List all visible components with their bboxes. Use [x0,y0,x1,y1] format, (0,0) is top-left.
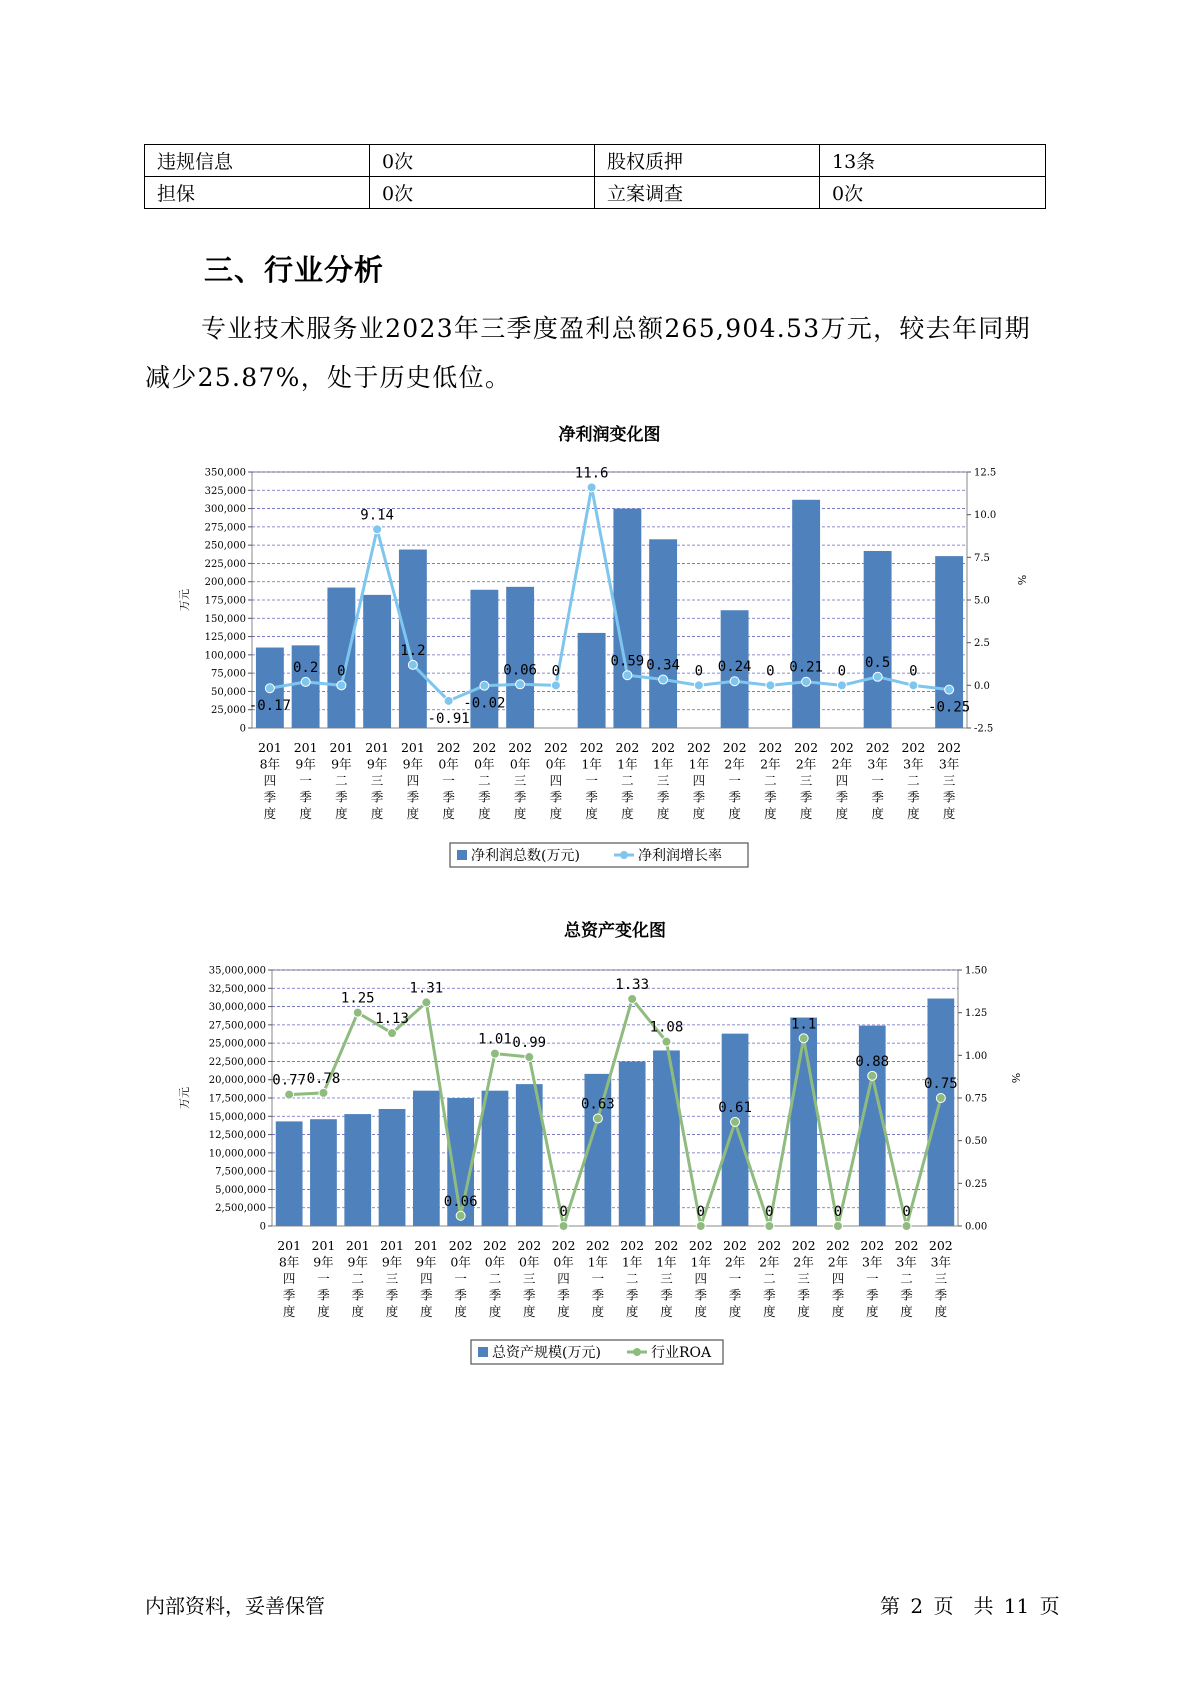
data-label: 0.61 [718,1099,752,1116]
y-tick-label: 32,500,000 [208,983,266,995]
bar [790,1018,817,1226]
data-label: 0.06 [503,662,537,679]
data-label: 0 [694,663,704,680]
chart-title: 总资产变化图 [564,921,666,941]
line-point [353,1008,362,1017]
x-tick-label: 202 1年三季度 [654,1238,679,1319]
line-point [945,685,954,694]
y2-tick-label: 1.00 [965,1050,988,1062]
table-cell: 0次 [820,177,1046,209]
x-tick-label: 202 0年三季度 [517,1238,542,1319]
line-point [559,1222,568,1231]
y-tick-label: 25,000,000 [208,1038,266,1050]
x-tick-label: 202 0年一季度 [448,1238,473,1319]
line-point [408,660,417,669]
x-tick-label: 201 9年一季度 [293,740,318,821]
y-tick-label: 100,000 [204,650,246,662]
y-tick-label: 0 [259,1221,266,1233]
net-profit-chart-svg [0,415,1191,875]
y-tick-label: 300,000 [204,504,246,516]
bar [344,1114,371,1226]
x-tick-label: 202 2年二季度 [758,740,783,821]
bar [482,1091,509,1226]
table-cell: 0次 [370,177,595,209]
bar [276,1121,303,1226]
data-label: 11.6 [574,465,609,482]
y-tick-label: 325,000 [204,485,246,497]
line-point [909,681,918,690]
line-point [301,677,310,686]
y2-tick-label: 7.5 [974,552,990,564]
line-point [902,1222,911,1231]
y-tick-label: 22,500,000 [208,1056,266,1068]
y2-tick-label: 0.00 [965,1221,988,1233]
y-tick-label: 75,000 [211,668,246,680]
line-point [490,1049,499,1058]
y2-tick-label: 0.50 [965,1136,988,1148]
line-point [587,483,596,492]
legend-line-label: 行业ROA [651,1345,712,1361]
legend-bar-swatch [457,850,467,860]
table-cell: 违规信息 [145,145,370,177]
y-tick-label: 275,000 [204,522,246,534]
data-label: 0.78 [306,1070,341,1087]
x-tick-label: 202 2年四季度 [826,1238,850,1319]
bar [379,1109,406,1226]
y-tick-label: 35,000,000 [208,965,266,977]
y-axis-label: 万元 [178,1087,191,1109]
line-point [936,1094,945,1103]
y-tick-label: 5,000,000 [215,1184,266,1196]
y-tick-label: 25,000 [211,705,246,717]
legend-bar-swatch [478,1347,488,1357]
x-tick-label: 201 9年三季度 [365,740,390,821]
line-point [873,672,882,681]
x-tick-label: 202 2年三季度 [791,1238,816,1319]
x-tick-label: 201 9年三季度 [380,1238,404,1319]
y2-tick-label: 10.0 [974,510,997,522]
table-cell: 0次 [370,145,595,177]
y2-tick-label: 1.50 [965,965,988,977]
line-point [444,696,453,705]
data-label: 0.21 [789,659,823,676]
bar [413,1091,440,1226]
x-tick-label: 202 1年一季度 [585,1238,610,1319]
x-tick-label: 202 1年四季度 [686,740,711,821]
x-tick-label: 202 3年二季度 [901,740,926,821]
x-tick-label: 202 0年二季度 [483,1238,507,1319]
footer-confidential: 内部资料，妥善保管 [145,1594,325,1618]
section-title: 三、行业分析 [204,253,385,287]
bar [864,551,892,728]
y2-axis-label: % [1009,1072,1022,1084]
data-label: 1.13 [375,1011,409,1028]
y-tick-label: 175,000 [204,595,246,607]
line-point [833,1222,842,1231]
data-label: -0.25 [928,699,971,716]
data-label: 0 [696,1204,705,1220]
table-row [145,145,1046,177]
chart-title: 净利润变化图 [558,425,661,445]
x-tick-label: 202 2年一季度 [723,1238,747,1319]
y-tick-label: 15,000,000 [208,1111,266,1123]
x-tick-label: 202 3年二季度 [894,1238,919,1319]
legend-bar-label: 总资产规模(万元) [492,1345,601,1361]
y-tick-label: 20,000,000 [208,1075,266,1087]
data-label: 0 [902,1204,911,1220]
y-tick-label: 225,000 [204,558,246,570]
y2-tick-label: -2.5 [974,723,994,735]
data-label: 1.1 [791,1016,817,1033]
y-tick-label: 250,000 [204,540,246,552]
y-tick-label: 150,000 [204,613,246,625]
legend-line-marker [633,1348,641,1356]
footer-page-number: 第 2 页 共 11 页 [880,1594,1060,1618]
table-cell: 立案调查 [595,177,820,209]
y2-tick-label: 0.25 [965,1178,988,1190]
data-label: 1.31 [409,980,444,997]
y-tick-label: 2,500,000 [215,1203,266,1215]
line-point [265,684,274,693]
x-tick-label: 201 9年四季度 [400,740,425,821]
y-tick-label: 27,500,000 [208,1020,266,1032]
x-tick-label: 202 1年二季度 [620,1238,645,1319]
line-point [525,1053,534,1062]
y2-tick-label: 0.75 [965,1093,988,1105]
data-label: 0 [765,1204,774,1220]
bar [792,500,820,728]
line-point [766,681,775,690]
x-tick-label: 202 2年一季度 [722,740,747,821]
data-label: 0.5 [864,654,891,671]
x-tick-label: 202 0年四季度 [543,740,568,821]
table-cell: 13条 [820,145,1046,177]
data-label: 0 [909,663,918,680]
x-tick-label: 202 1年三季度 [651,740,676,821]
y2-tick-label: 5.0 [974,595,990,607]
bar [619,1061,646,1226]
line-point [319,1088,328,1097]
x-tick-label: 202 3年一季度 [865,740,890,821]
y-tick-label: 17,500,000 [208,1093,266,1105]
line-point [694,681,703,690]
data-label: -0.02 [463,695,506,712]
x-tick-label: 201 9年二季度 [329,740,354,821]
data-label: 0.99 [512,1035,547,1052]
x-tick-label: 202 0年二季度 [472,740,497,821]
data-label: 0 [559,1204,568,1220]
y-tick-label: 350,000 [204,467,246,479]
line-point [837,681,846,690]
data-label: 1.25 [340,990,375,1007]
bar [327,588,355,728]
legend-bar-label: 净利润总数(万元) [471,848,580,864]
line-point [623,671,632,680]
data-label: 0.88 [855,1053,890,1070]
data-label: -0.91 [427,710,470,727]
x-tick-label: 202 2年二季度 [757,1238,782,1319]
bar [506,587,534,728]
y-tick-label: 0 [239,723,246,735]
bar [399,550,427,728]
table-cell: 股权质押 [595,145,820,177]
data-label: 0.34 [646,657,680,674]
y-tick-label: 10,000,000 [208,1148,266,1160]
y-axis-label: 万元 [178,589,191,611]
bar [927,999,954,1226]
line-point [285,1090,294,1099]
x-tick-label: 202 1年四季度 [688,1238,713,1319]
info-table [144,144,1046,209]
y2-tick-label: 1.25 [965,1008,988,1020]
x-tick-label: 201 8年四季度 [257,740,282,821]
line-point [480,681,489,690]
bar [363,595,391,728]
line-point [765,1222,774,1231]
bar [310,1119,337,1226]
y2-tick-label: 0.0 [974,680,990,692]
x-tick-label: 202 0年一季度 [436,740,461,821]
data-label: 0.24 [717,659,752,676]
x-tick-label: 202 1年二季度 [615,740,640,821]
y2-tick-label: 12.5 [974,467,997,479]
x-tick-label: 202 2年四季度 [829,740,854,821]
data-label: -0.17 [248,698,291,715]
y-tick-label: 12,500,000 [208,1130,266,1142]
y-tick-label: 200,000 [204,577,246,589]
x-tick-label: 202 0年三季度 [508,740,533,821]
line-point [696,1222,705,1231]
x-tick-label: 202 3年一季度 [860,1238,885,1319]
y-tick-label: 50,000 [211,686,246,698]
data-label: 0.2 [292,659,319,676]
line-point [730,677,739,686]
x-tick-label: 202 3年三季度 [937,740,962,821]
line-point [422,998,431,1007]
data-label: 0.77 [272,1072,307,1089]
bar [649,539,677,728]
data-label: 1.2 [400,642,426,659]
line-point [659,675,668,684]
total-assets-chart [0,910,1191,1370]
x-tick-label: 201 9年二季度 [345,1238,370,1319]
data-label: 0.75 [923,1076,958,1092]
total-assets-chart-svg [0,910,1191,1370]
section-paragraph: 专业技术服务业2023年三季度盈利总额265,904.53万元，较去年同期减少25.87%，处于历史低位。 [145,314,1031,392]
y2-tick-label: 2.5 [974,638,990,650]
line-point [802,677,811,686]
data-label: 0.59 [610,653,645,670]
data-label: 0.06 [443,1193,478,1210]
line-point [593,1114,602,1123]
table-row [145,177,1046,209]
data-label: 0 [833,1204,843,1220]
bar [722,1034,749,1226]
line-point [456,1211,465,1220]
data-label: 0 [337,663,346,680]
line-point [731,1117,740,1126]
x-tick-label: 201 9年一季度 [311,1238,336,1319]
x-tick-label: 201 9年四季度 [414,1238,439,1319]
net-profit-chart [0,415,1191,875]
data-label: 1.01 [478,1031,512,1048]
x-tick-label: 202 1年一季度 [579,740,604,821]
line-point [337,681,346,690]
line-point [799,1034,808,1043]
data-label: 0 [551,663,561,680]
table-cell: 担保 [145,177,370,209]
data-label: 1.33 [615,977,650,994]
data-label: 1.08 [649,1019,684,1036]
legend-line-marker [620,851,628,859]
data-label: 0 [766,663,775,680]
bar [653,1050,680,1226]
line-point [868,1071,877,1080]
x-tick-label: 202 0年四季度 [551,1238,576,1319]
line-point [373,525,382,534]
line-point [628,995,637,1004]
x-tick-label: 201 8年四季度 [277,1238,302,1319]
y2-axis-label: % [1015,574,1028,586]
legend-line-label: 净利润增长率 [638,848,722,864]
data-label: 9.14 [360,507,394,524]
x-tick-label: 202 2年三季度 [794,740,819,821]
line-point [388,1029,397,1038]
y-tick-label: 30,000,000 [208,1002,266,1014]
x-tick-label: 202 3年三季度 [928,1238,953,1319]
line-point [551,681,560,690]
y-tick-label: 125,000 [204,632,246,644]
line-point [662,1037,671,1046]
data-label: 0 [837,663,847,680]
bar [578,633,606,728]
y-tick-label: 7,500,000 [215,1166,266,1178]
data-label: 0.63 [580,1096,615,1113]
line-point [516,680,525,689]
